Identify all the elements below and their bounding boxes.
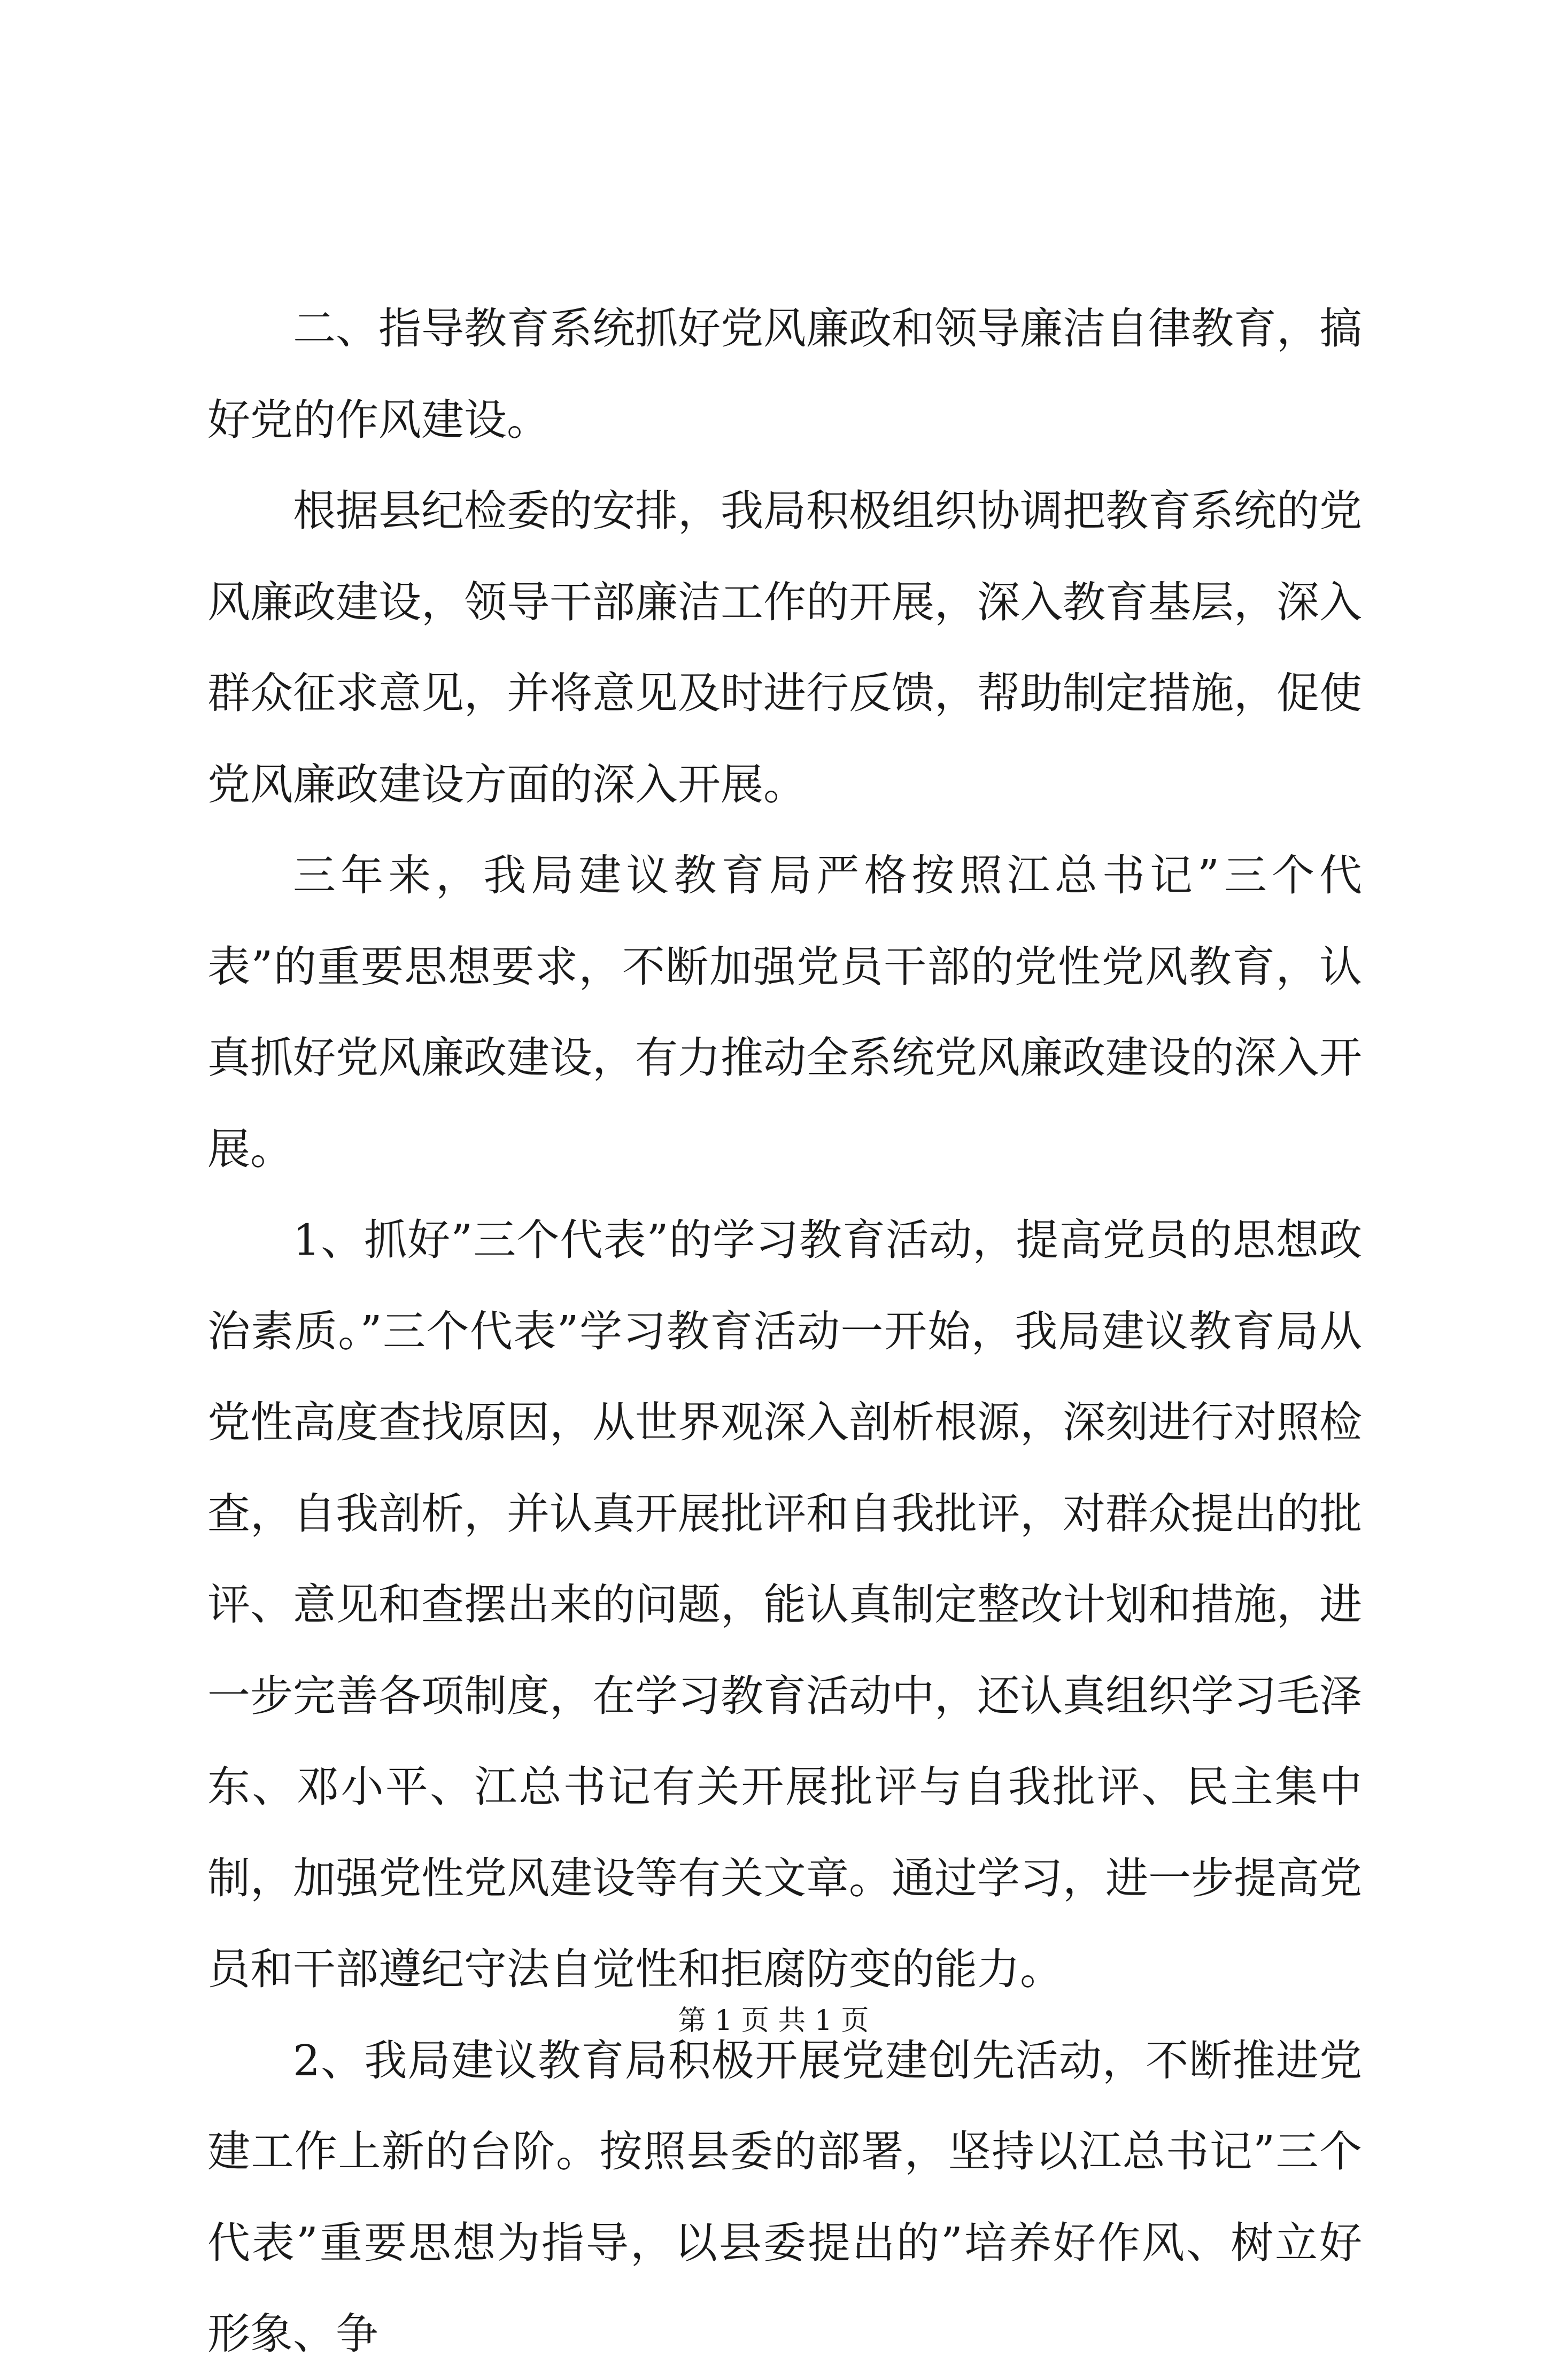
paragraph-item-1: 1、抓好”三个代表”的学习教育活动，提高党员的思想政治素质。”三个代表”学习教育活动一开始，我局建议教育局从党性高度查找原因，从世界观深入剖析根源，深刻进行对照检查，自我剖析，并认真开展批评和自我批评，对群众提出的批评、意见和查摆出来的问题，能认真制定整改计划和措施，进一步完善各项制度，在学习教育活动中，还认真组织学习毛泽东、邓小平、江总书记有关开展批评与自我批评、民主集中制，加强党性党风建设等有关文章。通过学习，进一步提高党员和干部遵纪守法自觉性和拒腐防变的能力。 [207,1215,1362,1994]
paragraph-section-heading: 二、指导教育系统抓好党风廉政和领导廉洁自律教育，搞好党的作风建设。 [207,304,1362,445]
page-footer: 第 1 页 共 1 页 [678,2005,869,2037]
paragraph-arrangement: 根据县纪检委的安排，我局积极组织协调把教育系统的党风廉政建设，领导干部廉洁工作的开展，深入教育基层，深入群众征求意见，并将意见及时进行反馈，帮助制定措施，促使党风廉政建设方面的深入开展。 [207,486,1362,809]
document-body [207,283,1362,2380]
paragraph-three-years: 三年来，我局建议教育局严格按照江总书记”三个代表”的重要思想要求，不断加强党员干部的党性党风教育，认真抓好党风廉政建设，有力推动全系统党风廉政建设的深入开展。 [207,851,1362,1174]
paragraph-item-2: 2、我局建议教育局积极开展党建创先活动，不断推进党建工作上新的台阶。按照县委的部署，坚持以江总书记”三个代表”重要思想为指导，以县委提出的”培养好作风、树立好形象、争 [207,2035,1362,2359]
